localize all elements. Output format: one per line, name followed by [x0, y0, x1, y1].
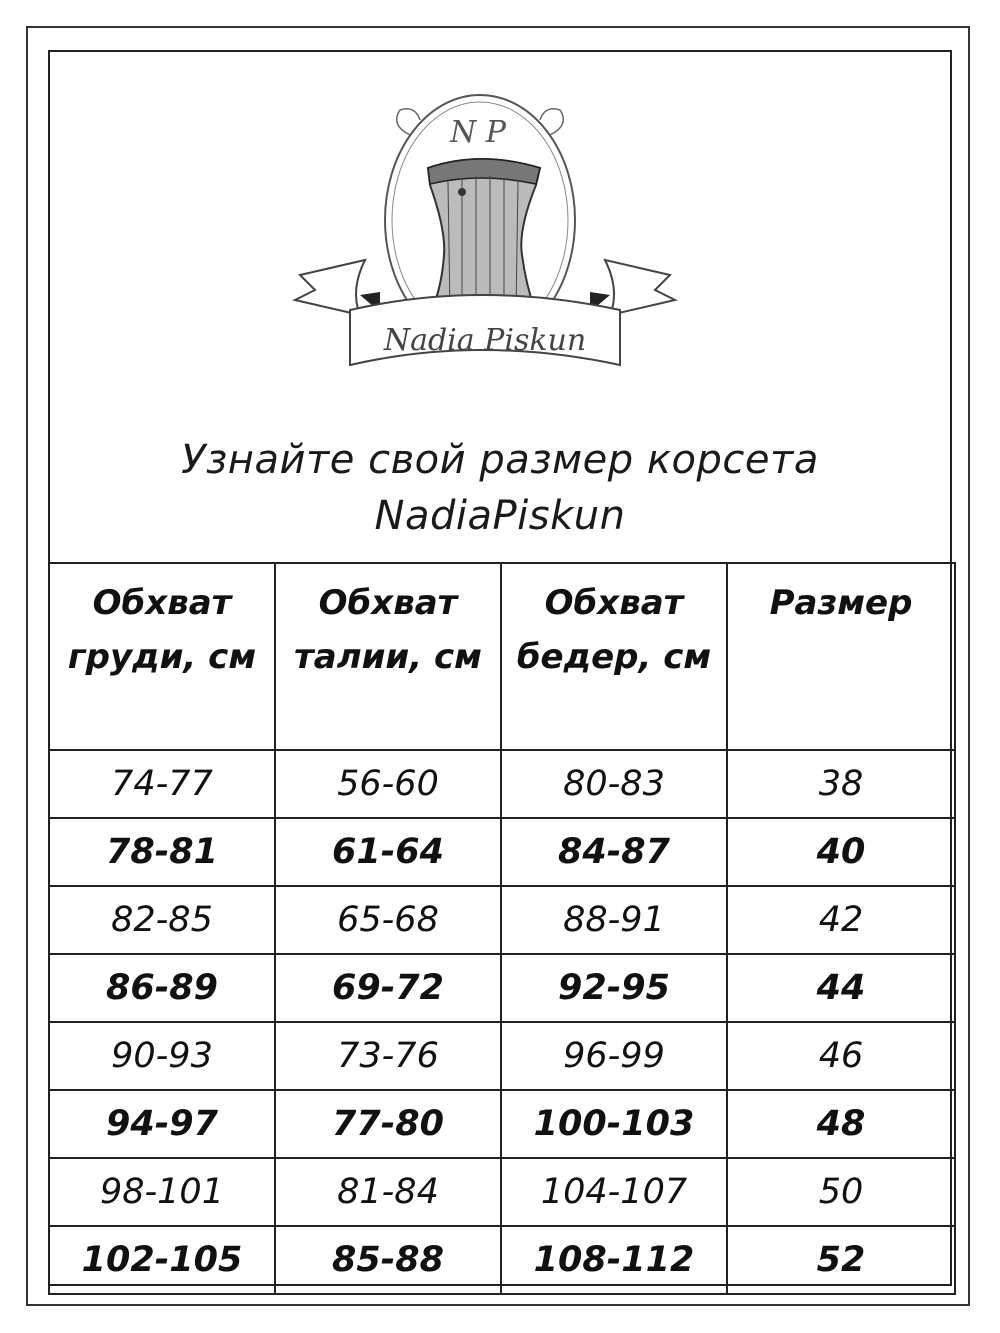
cell-hips: 104-107	[501, 1158, 727, 1226]
monogram-text: N P	[450, 115, 506, 150]
header-hips: Обхват бедер, см	[501, 563, 727, 750]
table-row	[49, 954, 955, 1022]
cell-hips: 108-112	[501, 1226, 727, 1294]
table-row	[49, 1226, 955, 1294]
cell-size: 48	[727, 1090, 955, 1158]
size-table	[48, 562, 956, 1295]
cell-bust: 78-81	[49, 818, 275, 886]
table-row	[49, 1090, 955, 1158]
header-waist: Обхват талии, см	[275, 563, 501, 750]
cell-waist: 85-88	[275, 1226, 501, 1294]
table-row	[49, 886, 955, 954]
cell-hips: 96-99	[501, 1022, 727, 1090]
cell-bust: 98-101	[49, 1158, 275, 1226]
cell-waist: 69-72	[275, 954, 501, 1022]
cell-bust: 102-105	[49, 1226, 275, 1294]
cell-size: 38	[727, 750, 955, 818]
table-row	[49, 1158, 955, 1226]
header-size: Размер	[727, 563, 955, 750]
cell-bust: 82-85	[49, 886, 275, 954]
cell-hips: 100-103	[501, 1090, 727, 1158]
cell-bust: 86-89	[49, 954, 275, 1022]
cell-waist: 77-80	[275, 1090, 501, 1158]
cell-size: 52	[727, 1226, 955, 1294]
cell-hips: 84-87	[501, 818, 727, 886]
corset-logo	[290, 80, 680, 400]
table-header-row	[49, 563, 955, 750]
cell-waist: 73-76	[275, 1022, 501, 1090]
title-line-1: Узнайте свой размер корсета	[181, 437, 819, 483]
table-row	[49, 818, 955, 886]
cell-size: 50	[727, 1158, 955, 1226]
cell-bust: 74-77	[49, 750, 275, 818]
cell-size: 46	[727, 1022, 955, 1090]
ribbon-text: Nadia Piskun	[383, 323, 587, 358]
cell-size: 40	[727, 818, 955, 886]
cell-waist: 56-60	[275, 750, 501, 818]
cell-size: 44	[727, 954, 955, 1022]
cell-size: 42	[727, 886, 955, 954]
cell-bust: 90-93	[49, 1022, 275, 1090]
cell-hips: 80-83	[501, 750, 727, 818]
cell-waist: 61-64	[275, 818, 501, 886]
table-row	[49, 750, 955, 818]
cell-hips: 92-95	[501, 954, 727, 1022]
cell-waist: 81-84	[275, 1158, 501, 1226]
header-bust: Обхват груди, см	[49, 563, 275, 750]
page-title	[48, 432, 952, 544]
cell-waist: 65-68	[275, 886, 501, 954]
cell-bust: 94-97	[49, 1090, 275, 1158]
cell-hips: 88-91	[501, 886, 727, 954]
table-row	[49, 1022, 955, 1090]
title-line-2: NadiaPiskun	[374, 493, 626, 539]
